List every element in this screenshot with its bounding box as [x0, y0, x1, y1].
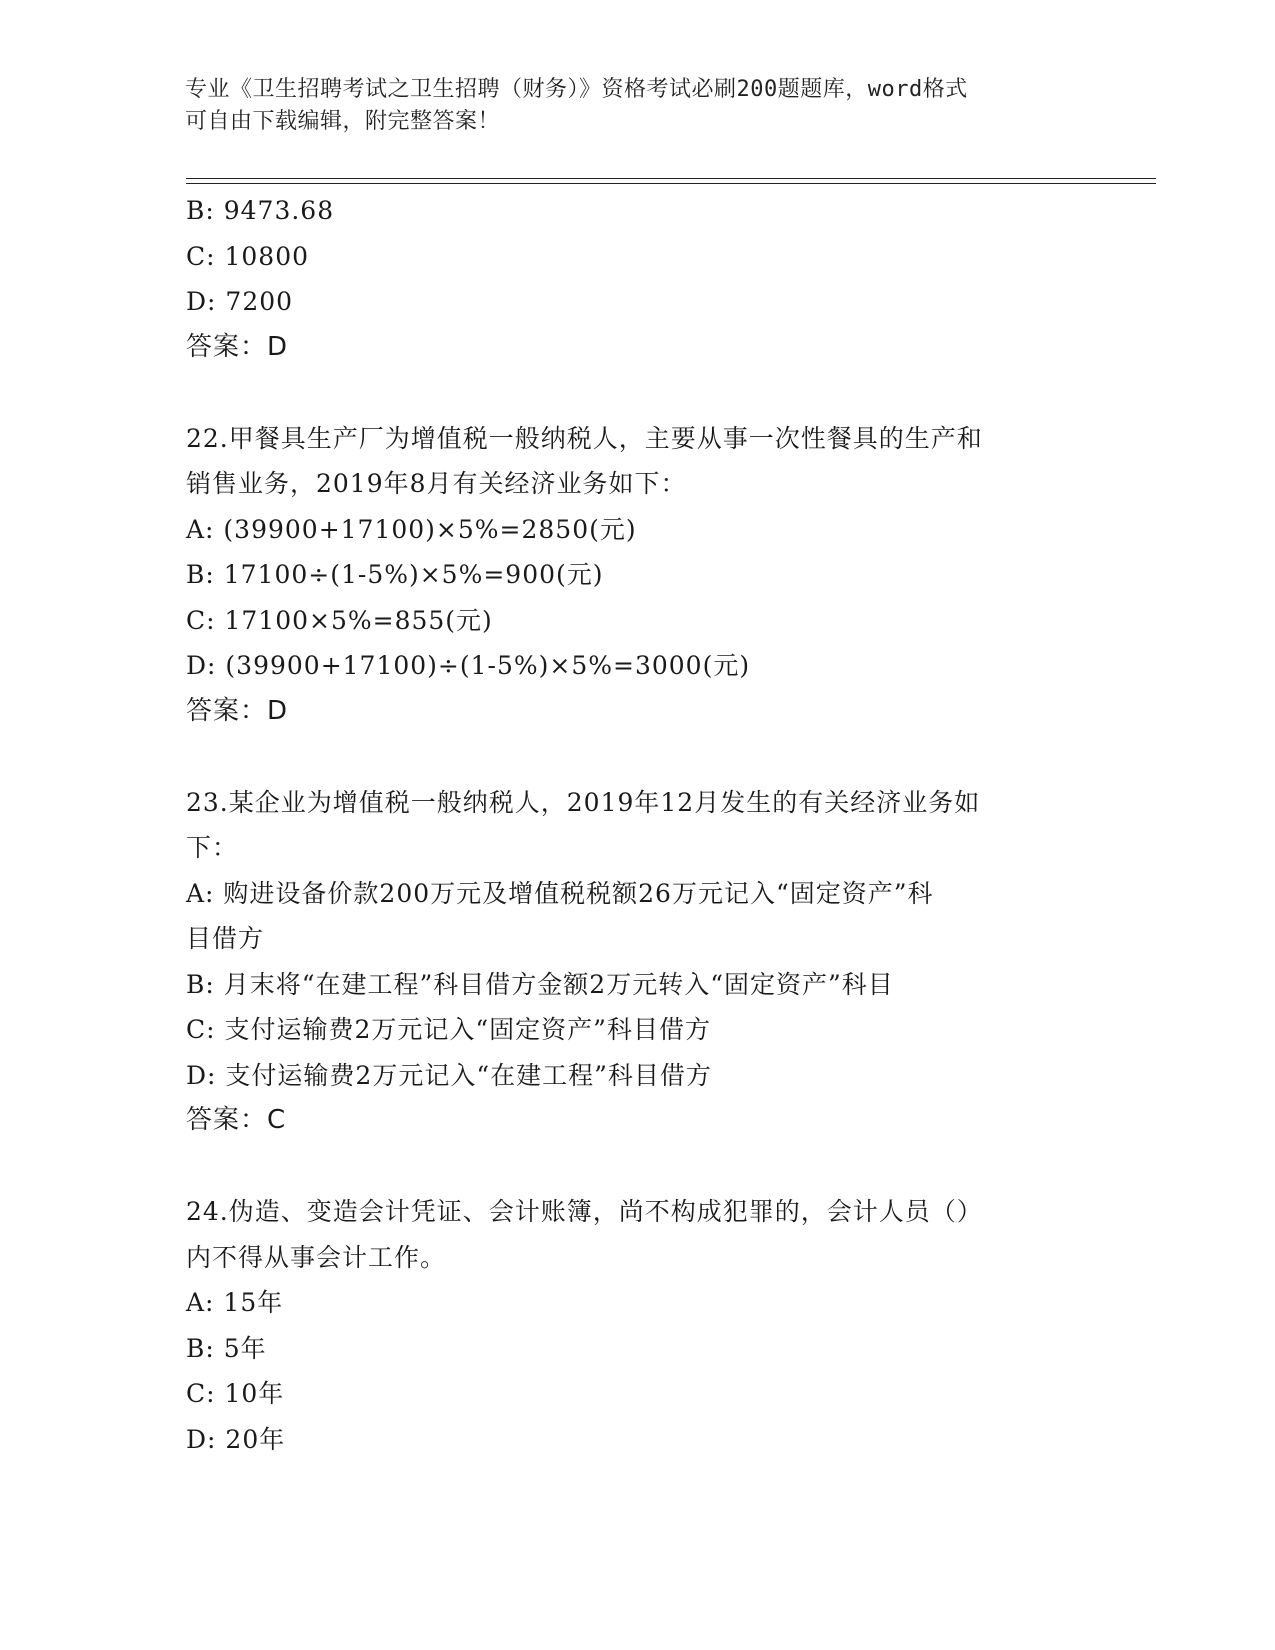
previous-question: [186, 188, 1086, 370]
option-d: D: 7200: [186, 287, 294, 316]
option-a-line2: 目借方: [186, 924, 265, 953]
spacer: [186, 734, 1086, 780]
question-content: [186, 188, 1086, 1462]
question-stem-line1: 22.甲餐具生产厂为增值税一般纳税人，主要从事一次性餐具的生产和: [186, 423, 983, 453]
option-d: D: 20年: [186, 1424, 286, 1454]
option-b: B: 17100÷(1-5%)×5%=900(元): [186, 560, 604, 589]
header-title-line1: 专业《卫生招聘考试之卫生招聘（财务）》资格考试必刷200题题库，word格式: [185, 77, 968, 102]
option-a-line1: A: 购进设备价款200万元及增值税税额26万元记入“固定资产”科: [186, 878, 934, 908]
option-a: A: (39900+17100)×5%=2850(元): [186, 514, 637, 544]
option-c: C: 17100×5%=855(元): [186, 605, 493, 635]
question-stem-line2: 下：: [186, 833, 239, 862]
option-d: D: (39900+17100)÷(1-5%)×5%=3000(元): [186, 651, 751, 680]
question-stem-line2: 销售业务，2019年8月有关经济业务如下：: [186, 469, 687, 498]
question-stem-line1: 24.伪造、变造会计凭证、会计账簿，尚不构成犯罪的，会计人员（）: [186, 1197, 983, 1226]
option-c: C: 支付运输费2万元记入“固定资产”科目借方: [186, 1015, 711, 1044]
option-c: C: 10800: [186, 241, 310, 271]
header-divider-bottom: [186, 183, 1156, 184]
question-23: [186, 780, 1086, 1144]
question-stem-line2: 内不得从事会计工作。: [186, 1242, 447, 1272]
answer-line: 答案：C: [186, 1105, 287, 1135]
option-b: B: 9473.68: [186, 196, 335, 225]
header-title-line2: 可自由下载编辑，附完整答案！: [185, 109, 501, 134]
answer-line: 答案：D: [186, 331, 289, 362]
option-b: B: 月末将“在建工程”科目借方金额2万元转入“固定资产”科目: [186, 969, 894, 999]
question-24: [186, 1189, 1086, 1462]
question-stem-line1: 23.某企业为增值税一般纳税人，2019年12月发生的有关经济业务如: [186, 787, 981, 817]
header-divider-top: [186, 178, 1156, 179]
question-22: [186, 416, 1086, 735]
page-header: [185, 74, 1065, 138]
option-d: D: 支付运输费2万元记入“在建工程”科目借方: [186, 1060, 712, 1090]
spacer: [186, 1144, 1086, 1190]
answer-line: 答案：D: [186, 695, 289, 726]
spacer: [186, 370, 1086, 416]
option-c: C: 10年: [186, 1379, 285, 1408]
option-b: B: 5年: [186, 1333, 267, 1363]
option-a: A: 15年: [186, 1288, 284, 1317]
